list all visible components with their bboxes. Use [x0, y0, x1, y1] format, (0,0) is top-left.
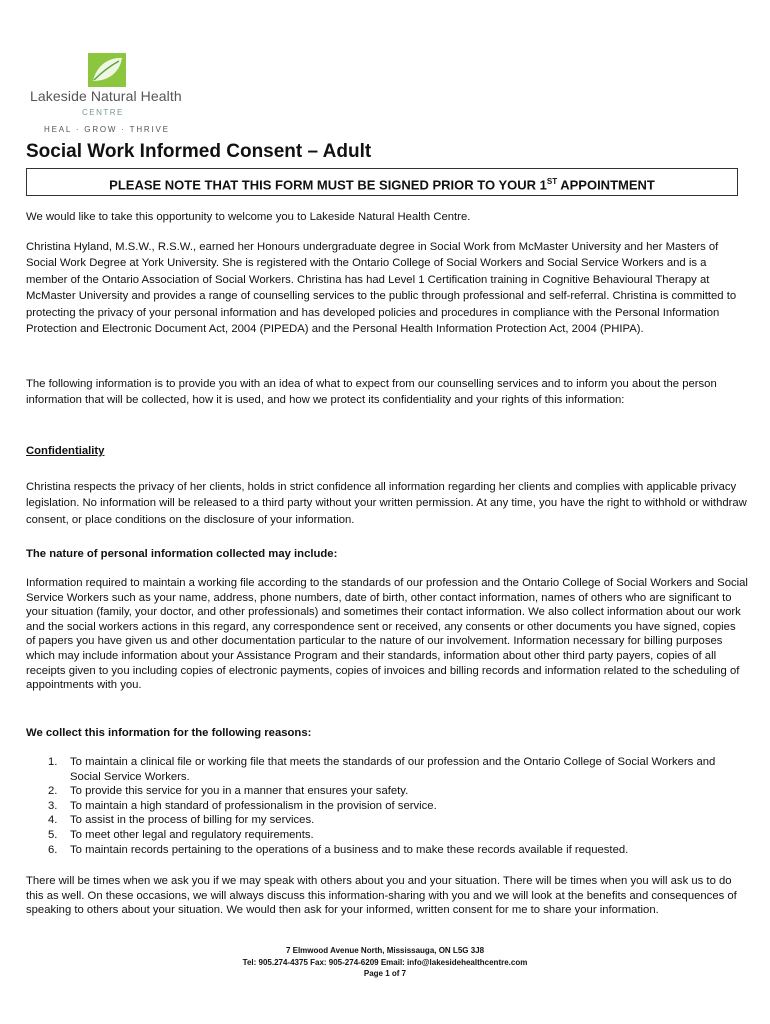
- page-footer: [0, 945, 770, 980]
- list-item: [26, 799, 748, 814]
- logo-name: Lakeside Natural Health: [30, 88, 182, 104]
- list-number: 3.: [48, 799, 58, 812]
- bio-paragraph: Christina Hyland, M.S.W., R.S.W., earned her Honours undergraduate degree in Social Work from McMaster University and her Masters of Social Work Degree at York University. She is registered with the Ontario College of Social Workers and Social Service Workers and is a member of the Ontario Association of Social Workers. Christina has had Level 1 Certification training in Cognitive Behavioural Therapy at McMaster University and provides a range of counselling services to the public through professional and self-referral. Christina is committed to protecting the privacy of your personal information and has developed policies and procedures in compliance with the Personal Information Protection and Electronic Document Act, 2004 (PIPEDA) and the Personal Health Information Protection Act, 2004 (PHIPA).: [26, 241, 737, 336]
- list-text: To meet other legal and regulatory requirements.: [70, 828, 314, 841]
- list-text: To maintain records pertaining to the operations of a business and to make these records available if requested.: [70, 843, 629, 856]
- list-number: 5.: [48, 828, 58, 841]
- list-text: To maintain a high standard of professionalism in the provision of service.: [70, 799, 437, 812]
- nature-paragraph: Information required to maintain a working file according to the standards of our profession and the Ontario College of Social Workers and Social Service Workers such as your name, address, phone numbers, date of birth, other contact information, names of others who are significant to your situation (family, your doctor, and other professionals) and sometimes their contact information. We also collect information about our work and the social workers actions in this regard, any correspondence sent or received, any consents or other documents you have signed, copies of papers you have given us and other documentation particular to the nature of our involvement. Information necessary for billing purposes which may include information about your Assistance Program and their standards, information about other third party payers, copies of all receipts given to you including copies of electronic payments, copies of invoices and billing records and information related to the scheduling of appointments with you.: [26, 577, 748, 692]
- list-text: To assist in the process of billing for my services.: [70, 814, 315, 827]
- list-text: To maintain a clinical file or working file that meets the standards of our profession and the Ontario College of Social Workers and Social Service Workers.: [70, 756, 716, 783]
- notice-text: PLEASE NOTE THAT THIS FORM MUST BE SIGNED PRIOR TO YOUR 1: [109, 177, 547, 193]
- notice-tail: APPOINTMENT: [557, 177, 655, 193]
- notice-box: [26, 168, 738, 196]
- list-item: [26, 828, 748, 843]
- logo: [30, 50, 200, 140]
- list-item: [26, 813, 748, 828]
- nature-heading: The nature of personal information collected may include:: [26, 548, 338, 560]
- confidentiality-paragraph: Christina respects the privacy of her clients, holds in strict confidence all information regarding her clients and complies with applicable privacy legislation. No information will be released to a third party without your written permission. At any time, you have the right to withhold or withdraw consent, or place conditions on the disclosure of your information.: [26, 481, 747, 526]
- reasons-list: [26, 755, 748, 857]
- closing-paragraph: There will be times when we ask you if we may speak with others about you and your situation. There will be times when you will ask us to do this as well. On these occasions, we will always discuss this information-sharing with you and we will look at the benefits and consequences of speaking to others about your situation. We would then ask for your informed, written consent for me to share your information.: [26, 875, 737, 917]
- page-title: Social Work Informed Consent – Adult: [26, 141, 372, 162]
- list-number: 2.: [48, 785, 58, 798]
- intro-paragraph: The following information is to provide you with an idea of what to expect from our counselling services and to inform you about the person information that will be collected, how it is used, and how we protect its confidentiality and your rights of this information:: [26, 378, 717, 407]
- list-text: To provide this service for you in a manner that ensures your safety.: [70, 785, 409, 798]
- logo-tagline: HEAL · GROW · THRIVE: [44, 125, 170, 134]
- notice-superscript: ST: [546, 177, 558, 186]
- confidentiality-heading: Confidentiality: [26, 445, 105, 457]
- welcome-paragraph: We would like to take this opportunity to welcome you to Lakeside Natural Health Centre.: [26, 211, 471, 223]
- list-item: [26, 755, 748, 784]
- reasons-heading: We collect this information for the following reasons:: [26, 727, 312, 739]
- leaf-icon: [88, 53, 126, 87]
- logo-subtitle: CENTRE: [82, 108, 124, 117]
- list-number: 1.: [48, 756, 58, 768]
- footer-address: 7 Elmwood Avenue North, Mississauga, ON L5G 3J8: [285, 946, 485, 955]
- list-number: 4.: [48, 814, 58, 827]
- list-item: [26, 843, 748, 858]
- footer-contact: Tel: 905.274-4375 Fax: 905-274-6209 Email: info@lakesidehealthcentre.com: [242, 957, 528, 967]
- list-item: [26, 784, 748, 799]
- page-number: Page 1 of 7: [363, 969, 407, 979]
- list-number: 6.: [48, 843, 58, 856]
